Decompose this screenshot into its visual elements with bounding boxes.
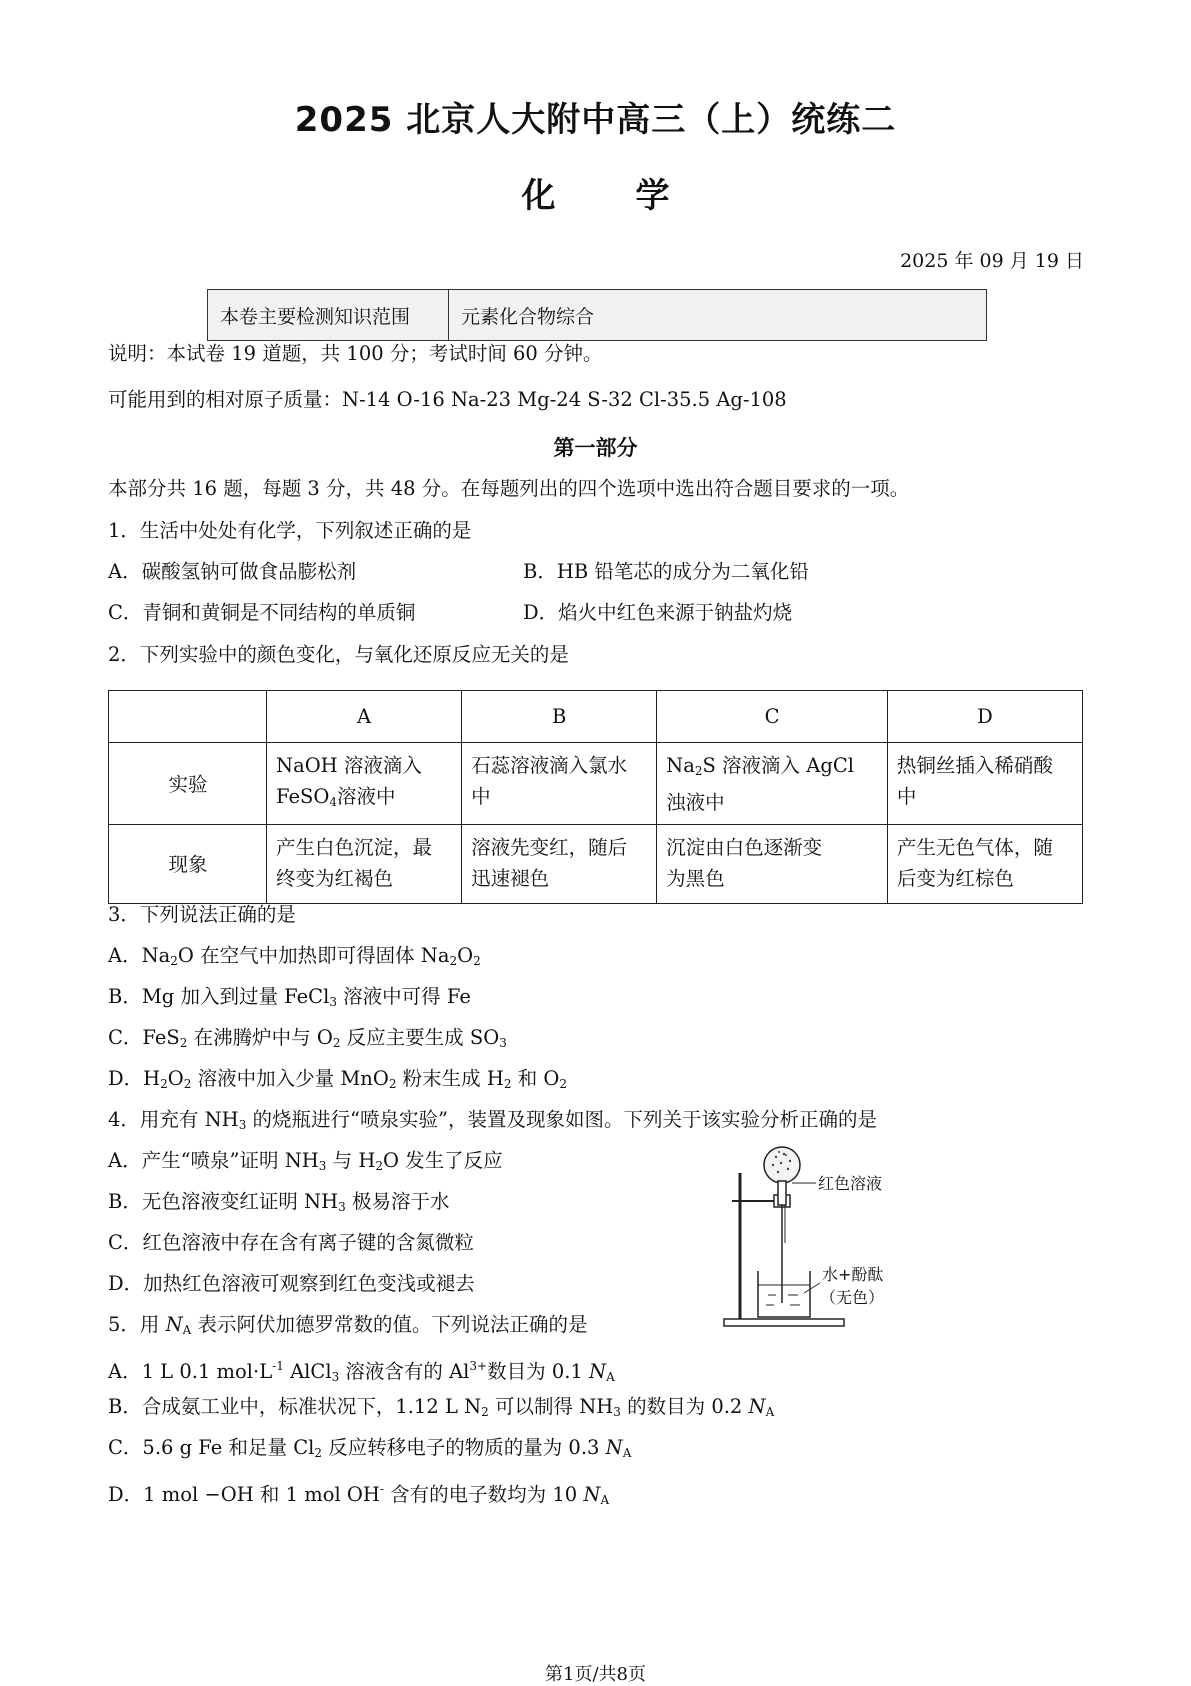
subscript: 2 <box>179 1036 188 1050</box>
text: B．Mg 加入到过量 FeCl <box>108 985 330 1008</box>
subscript: 3 <box>499 1036 507 1050</box>
q1-option-b: B．HB 铅笔芯的成分为二氧化铅 <box>523 560 809 583</box>
atomic-masses: 可能用到的相对原子质量：N-14 O-16 Na-23 Mg-24 S-32 Cl-35.5 Ag-108 <box>108 388 787 411</box>
q1-option-d: D．焰火中红色来源于钠盐灼烧 <box>523 601 793 624</box>
subscript: 2 <box>170 954 178 968</box>
experiment-a-line2 <box>276 781 453 818</box>
text: D．H <box>108 1067 161 1090</box>
col-header-a: A <box>267 691 462 743</box>
q5-option-b <box>108 1392 774 1427</box>
col-header-d: D <box>887 691 1082 743</box>
phenomenon-a-line1: 产生白色沉淀，最 <box>276 836 433 859</box>
text: 与 H <box>326 1149 376 1172</box>
subscript: 2 <box>503 1077 512 1091</box>
text: B．合成氨工业中，标准状况下，1.12 L N <box>108 1395 482 1418</box>
text: 反应转移电子的物质的量为 0.3 <box>322 1436 606 1459</box>
q3-stem: 3．下列说法正确的是 <box>108 903 296 926</box>
subscript: 2 <box>473 954 481 968</box>
subscript: 2 <box>160 1077 168 1091</box>
subscript: 2 <box>332 1036 341 1050</box>
experiment-d-line1: 热铜丝插入稀硝酸 <box>896 754 1053 777</box>
row-label-phenomenon: 现象 <box>109 825 267 904</box>
table-corner <box>109 691 267 743</box>
text: C．FeS <box>108 1026 180 1049</box>
subject-heading <box>0 168 1191 217</box>
col-header-c: C <box>657 691 888 743</box>
instructions: 说明：本试卷 19 道题，共 100 分；考试时间 60 分钟。 <box>108 342 603 365</box>
experiment-b-line2: 中 <box>471 785 491 808</box>
superscript: 3+ <box>469 1359 488 1373</box>
q4-option-a <box>108 1146 503 1181</box>
text: 反应主要生成 SO <box>340 1026 500 1049</box>
text: A．1 L 0.1 mol·L <box>108 1360 273 1383</box>
col-header-b: B <box>462 691 657 743</box>
subscript: 2 <box>375 1159 383 1173</box>
phenomenon-b <box>462 825 657 904</box>
q1-option-c: C．青铜和黄铜是不同结构的单质铜 <box>108 601 416 624</box>
q3-option-a <box>108 941 481 976</box>
text: 溶液中可得 Fe <box>336 985 471 1008</box>
q5-option-d <box>108 1474 609 1515</box>
experiment-b <box>462 743 657 825</box>
text: 表示阿伏加德罗常数的值。下列说法正确的是 <box>191 1313 588 1336</box>
subscript: 2 <box>314 1446 323 1460</box>
label-colorless: （无色） <box>820 1288 885 1307</box>
avogadro-symbol: N <box>589 1360 607 1383</box>
q4-stem <box>108 1105 877 1140</box>
subscript: 3 <box>331 1370 340 1384</box>
exam-title: 2025 北京人大附中高三（上）统练二 <box>294 100 897 140</box>
beaker <box>758 1271 810 1317</box>
formula-text: Na <box>666 754 695 777</box>
phenomenon-d <box>887 825 1082 904</box>
text: 溶液中 <box>337 785 396 808</box>
subscript: 2 <box>449 954 458 968</box>
q1-stem: 1．生活中处处有化学，下列叙述正确的是 <box>108 519 472 542</box>
subscript: 3 <box>238 1118 247 1132</box>
subscript: 4 <box>329 795 337 809</box>
text: 4．用充有 NH <box>108 1108 239 1131</box>
part-title: 第一部分 <box>553 436 638 460</box>
text: A．Na <box>108 944 171 967</box>
text: C．5.6 g Fe 和足量 Cl <box>108 1436 315 1459</box>
subscript: A <box>600 1493 610 1507</box>
text: 粉末生成 H <box>396 1067 504 1090</box>
subscript: 2 <box>694 764 703 778</box>
row-label-experiment: 实验 <box>109 743 267 825</box>
text: O 发生了反应 <box>382 1149 503 1172</box>
text: 可以制得 NH <box>488 1395 614 1418</box>
subscript: 3 <box>613 1405 621 1419</box>
text: 的数目为 0.2 <box>620 1395 749 1418</box>
q4-option-c: C．红色溶液中存在含有离子键的含氮微粒 <box>108 1231 474 1254</box>
avogadro-symbol: N <box>748 1395 766 1418</box>
q4-option-b <box>108 1187 449 1222</box>
water-lines <box>766 1295 800 1305</box>
part-intro: 本部分共 16 题，每题 3 分，共 48 分。在每题列出的四个选项中选出符合题目要求的一项。 <box>108 477 910 500</box>
q5-stem <box>108 1310 588 1345</box>
superscript: -1 <box>272 1359 284 1373</box>
text: 和 O <box>511 1067 560 1090</box>
q3-option-b <box>108 982 471 1017</box>
text: A．产生“喷泉”证明 NH <box>108 1149 319 1172</box>
phenomenon-a <box>267 825 462 904</box>
scope-value: 元素化合物综合 <box>461 305 595 328</box>
superscript: - <box>379 1482 384 1496</box>
phenomenon-b-line2: 迅速褪色 <box>471 867 550 890</box>
label-red-solution: 红色溶液 <box>818 1174 883 1193</box>
text: 溶液中加入少量 MnO <box>191 1067 389 1090</box>
q2-stem: 2．下列实验中的颜色变化，与氧化还原反应无关的是 <box>108 643 569 666</box>
subscript: 2 <box>559 1077 568 1091</box>
fountain-apparatus-figure <box>718 1143 928 1333</box>
experiment-b-line1: 石蕊溶液滴入氯水 <box>471 754 628 777</box>
scope-table <box>207 289 987 341</box>
subject-char-1: 化 <box>521 176 556 216</box>
experiment-a-line1: NaOH 溶液滴入 <box>276 754 422 777</box>
q5-option-a <box>108 1351 615 1392</box>
text: 极易溶于水 <box>345 1190 450 1213</box>
q5-option-c <box>108 1433 631 1468</box>
phenomenon-c <box>657 825 888 904</box>
text: O <box>167 1067 184 1090</box>
text: 在沸腾炉中与 O <box>187 1026 333 1049</box>
subscript: 3 <box>318 1159 327 1173</box>
q4-option-d: D．加热红色溶液可观察到红色变浅或褪去 <box>108 1272 475 1295</box>
text: 溶液含有的 Al <box>339 1360 470 1383</box>
round-bottom-flask <box>764 1147 800 1183</box>
avogadro-symbol: N <box>165 1313 183 1336</box>
text: O <box>457 944 474 967</box>
phenomenon-d-line1: 产生无色气体，随 <box>896 836 1053 859</box>
text: AlCl <box>283 1360 332 1383</box>
experiment-c-line1 <box>666 750 879 787</box>
phenomenon-c-line2: 为黑色 <box>666 867 725 890</box>
formula-text: FeSO <box>276 785 330 808</box>
experiment-c <box>657 743 888 825</box>
subscript: A <box>182 1323 192 1337</box>
subject-char-2: 学 <box>635 176 670 216</box>
phenomenon-c-line1: 沉淀由白色逐渐变 <box>666 836 823 859</box>
subscript: A <box>606 1370 615 1384</box>
phenomenon-b-line1: 溶液先变红，随后 <box>471 836 628 859</box>
subscript: A <box>622 1446 632 1460</box>
q3-option-c <box>108 1023 507 1058</box>
experiment-c-line2: 浊液中 <box>666 791 725 814</box>
scope-label: 本卷主要检测知识范围 <box>208 290 449 340</box>
text: O 在空气中加热即可得固体 Na <box>177 944 450 967</box>
q2-experiment-table <box>108 690 1083 904</box>
exam-date: 2025 年 09 月 19 日 <box>900 250 1084 272</box>
label-water-phenolphthalein: 水+酚酞 <box>822 1265 884 1284</box>
q3-option-d <box>108 1064 567 1099</box>
page-footer: 第1页/共8页 <box>545 1664 646 1685</box>
text: 数目为 0.1 <box>487 1360 590 1383</box>
flask-neck <box>778 1181 786 1205</box>
subscript: 3 <box>329 995 337 1009</box>
avogadro-symbol: N <box>605 1436 623 1459</box>
subscript: A <box>765 1405 775 1419</box>
avogadro-symbol: N <box>583 1483 601 1506</box>
experiment-d-line2: 中 <box>896 785 917 808</box>
phenomenon-d-line2: 后变为红棕色 <box>896 867 1014 890</box>
text: B．无色溶液变红证明 NH <box>108 1190 339 1213</box>
phenomenon-a-line2: 终变为红褐色 <box>276 867 394 890</box>
experiment-a <box>267 743 462 825</box>
text: 含有的电子数均为 10 <box>383 1483 584 1506</box>
subscript: 2 <box>481 1405 489 1419</box>
q1-option-a: A．碳酸氢钠可做食品膨松剂 <box>108 560 357 583</box>
subscript: 2 <box>183 1077 192 1091</box>
text: D．1 mol −OH 和 1 mol OH <box>108 1483 380 1506</box>
subscript: 2 <box>388 1077 397 1091</box>
stand-base <box>724 1319 844 1326</box>
text: S 溶液滴入 AgCl <box>702 754 854 777</box>
experiment-d <box>887 743 1082 825</box>
text: 的烧瓶进行“喷泉实验”，装置及现象如图。下列关于该实验分析正确的是 <box>246 1108 877 1131</box>
subscript: 3 <box>338 1200 346 1214</box>
text: 5．用 <box>108 1313 166 1336</box>
